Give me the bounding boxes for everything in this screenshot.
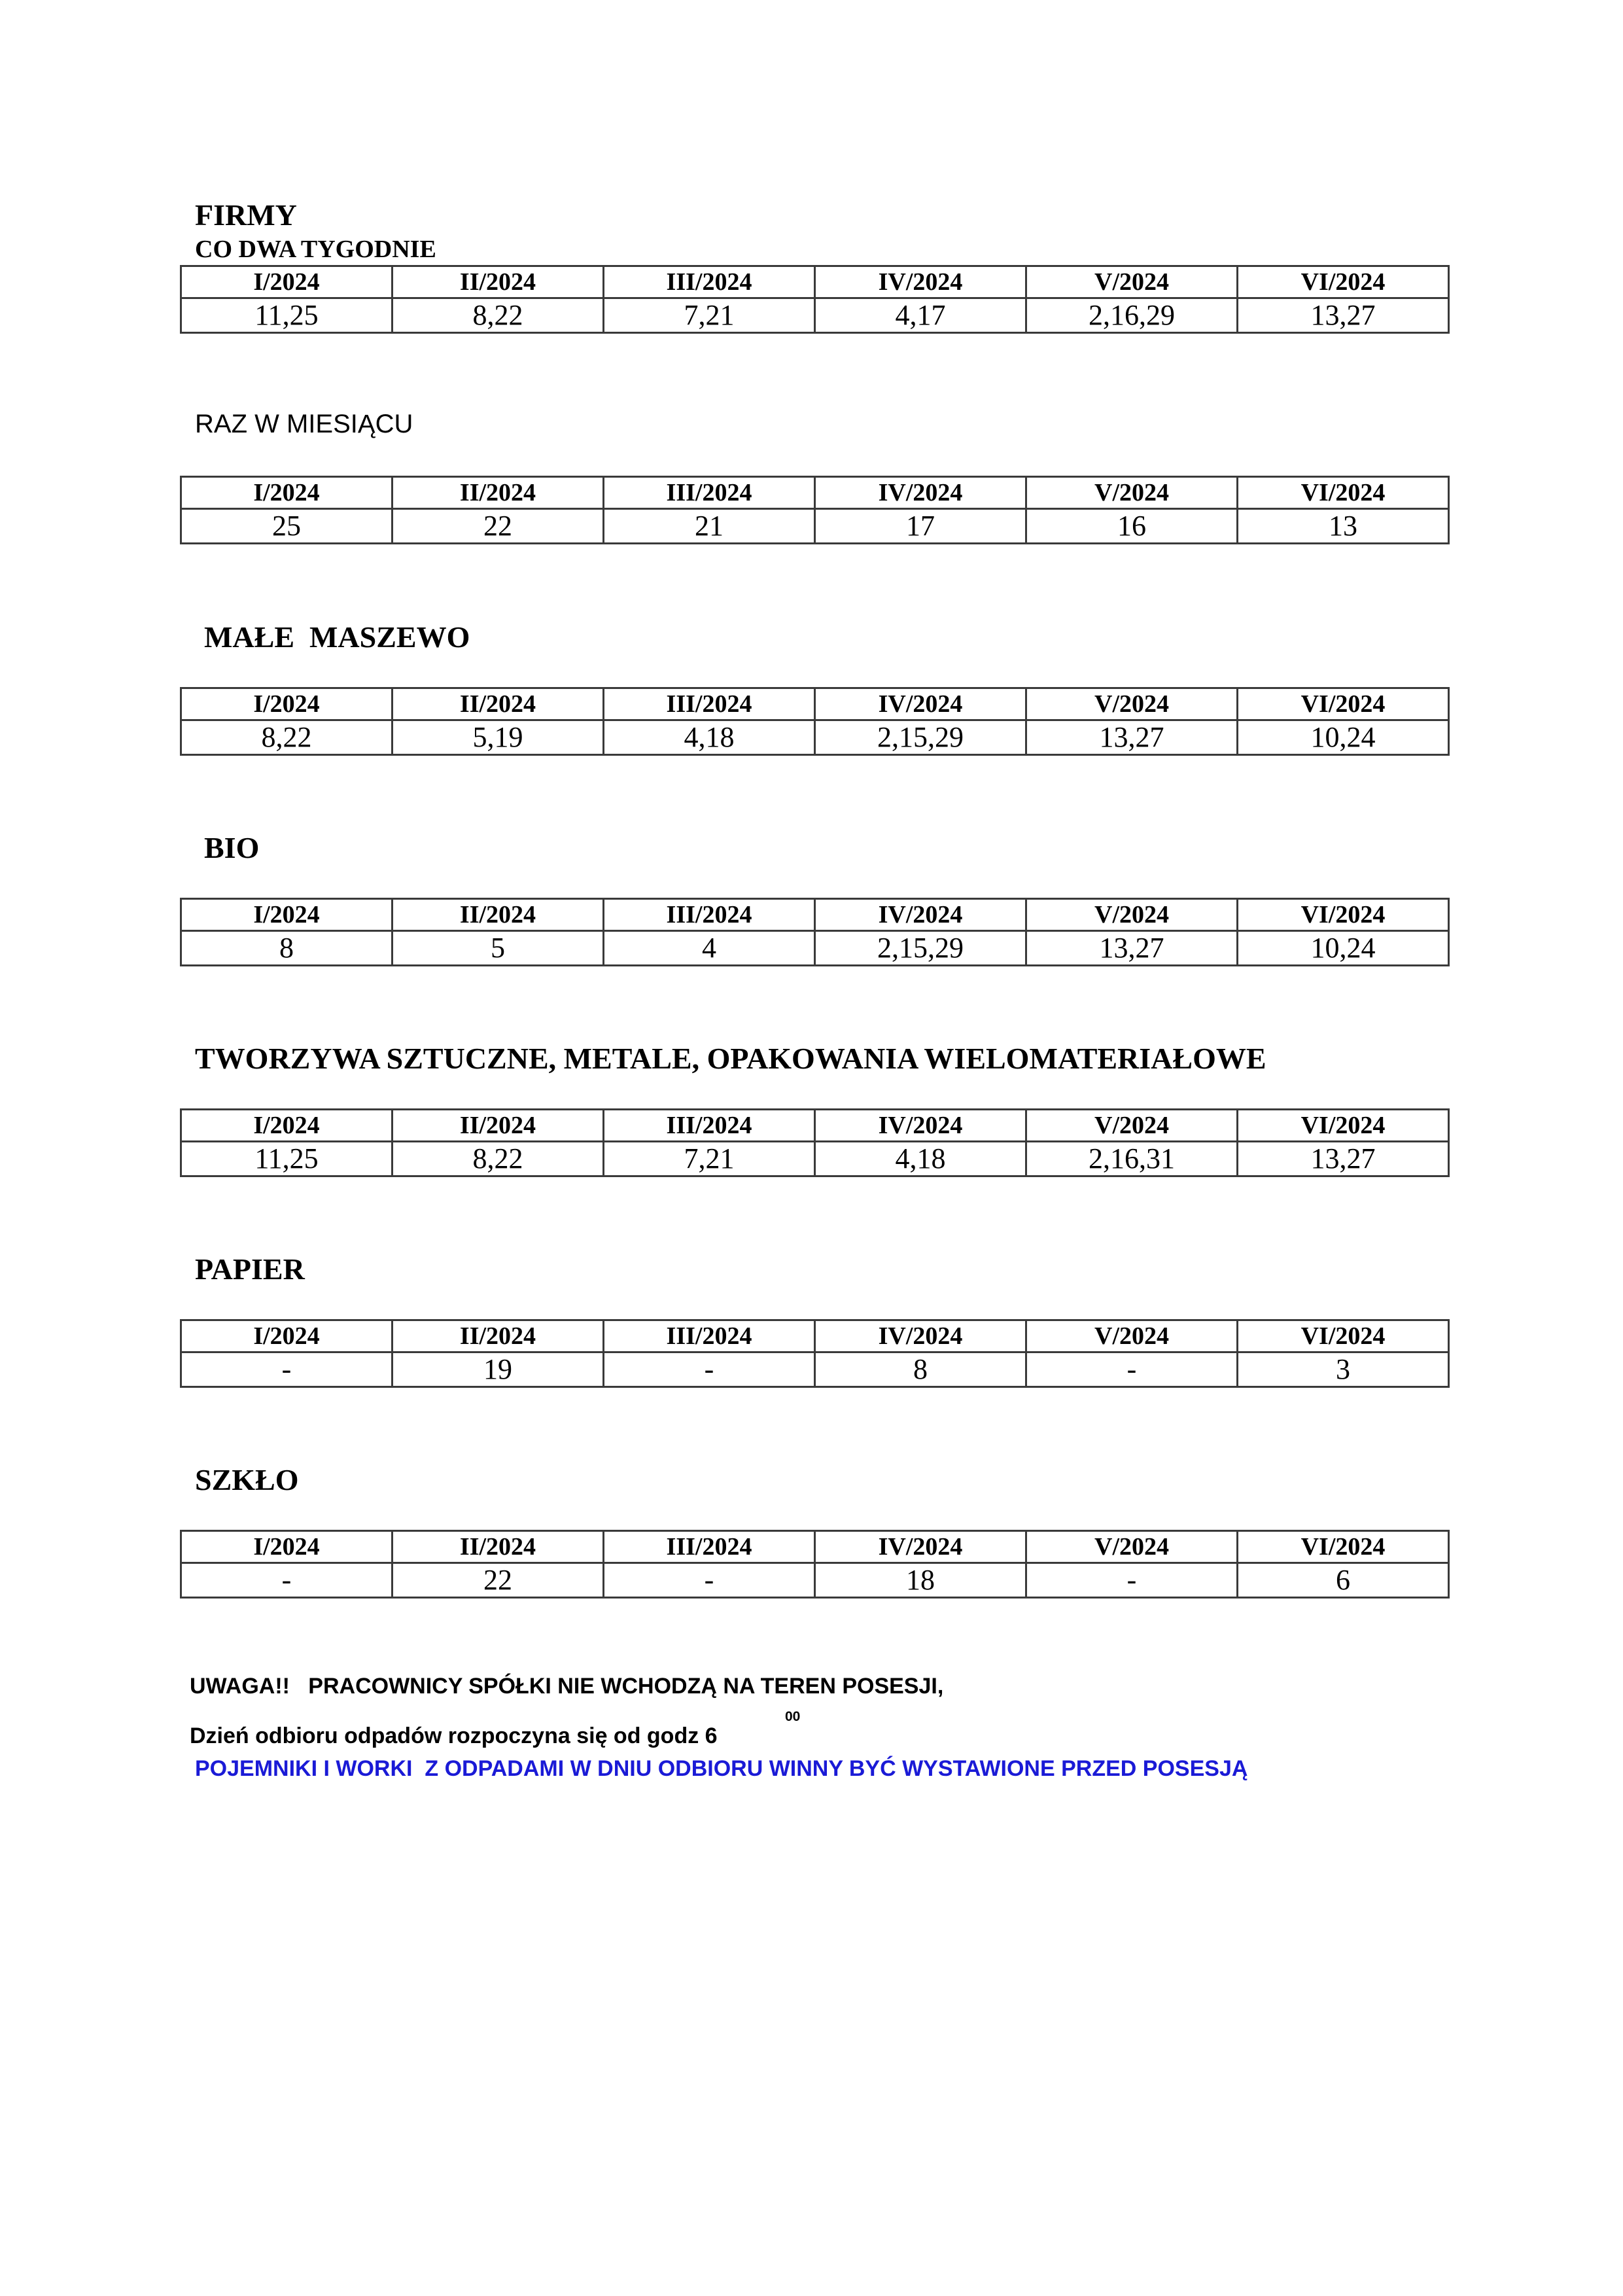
month-header: VI/2024	[1238, 1320, 1449, 1352]
containers-note: POJEMNIKI I WORKI Z ODPADAMI W DNIU ODBIORU WINNY BYĆ WYSTAWIONE PRZED POSESJĄ	[195, 1756, 1248, 1781]
warning-note: UWAGA!! PRACOWNICY SPÓŁKI NIE WCHODZĄ NA TEREN POSESJI,	[190, 1674, 944, 1699]
schedule-table-raz-w-miesiacu	[180, 476, 1450, 544]
month-header: V/2024	[1026, 266, 1238, 298]
table-header-row	[181, 1531, 1449, 1563]
month-header: V/2024	[1026, 1320, 1238, 1352]
pickup-time-note: Dzień odbioru odpadów rozpoczyna się od godz 6	[190, 1723, 718, 1748]
month-header: IV/2024	[815, 1531, 1026, 1563]
day-cell: 8,22	[393, 1142, 604, 1176]
day-cell: 5	[393, 931, 604, 966]
month-header: I/2024	[181, 477, 393, 509]
day-cell: 8,22	[181, 720, 393, 755]
day-cell: -	[1026, 1563, 1238, 1598]
month-header: VI/2024	[1238, 266, 1449, 298]
table-row	[181, 1142, 1449, 1176]
month-header: IV/2024	[815, 266, 1026, 298]
section-title-papier: PAPIER	[195, 1252, 305, 1286]
month-header: III/2024	[604, 899, 815, 931]
day-cell: 2,16,29	[1026, 298, 1238, 333]
section-title-szklo: SZKŁO	[195, 1463, 299, 1496]
day-cell: 6	[1238, 1563, 1449, 1598]
day-cell: 21	[604, 509, 815, 544]
section-subtitle-firmy: CO DWA TYGODNIE	[195, 236, 436, 263]
day-cell: 10,24	[1238, 720, 1449, 755]
day-cell: 4	[604, 931, 815, 966]
day-cell: 13,27	[1026, 931, 1238, 966]
table-header-row	[181, 688, 1449, 720]
month-header: III/2024	[604, 1531, 815, 1563]
section-title-male-maszewo: MAŁE MASZEWO	[204, 620, 470, 654]
day-cell: 2,15,29	[815, 720, 1026, 755]
day-cell: 2,15,29	[815, 931, 1026, 966]
day-cell: 18	[815, 1563, 1026, 1598]
section-title-raz-w-miesiacu: RAZ W MIESIĄCU	[195, 410, 413, 438]
month-header: V/2024	[1026, 1110, 1238, 1142]
month-header: VI/2024	[1238, 899, 1449, 931]
month-header: IV/2024	[815, 899, 1026, 931]
day-cell: -	[604, 1563, 815, 1598]
month-header: I/2024	[181, 1110, 393, 1142]
table-row	[181, 1563, 1449, 1598]
month-header: II/2024	[393, 899, 604, 931]
day-cell: 7,21	[604, 1142, 815, 1176]
month-header: V/2024	[1026, 477, 1238, 509]
month-header: I/2024	[181, 1531, 393, 1563]
month-header: III/2024	[604, 1110, 815, 1142]
day-cell: 3	[1238, 1352, 1449, 1387]
table-header-row	[181, 266, 1449, 298]
table-row	[181, 720, 1449, 755]
table-row	[181, 509, 1449, 544]
day-cell: 13,27	[1238, 298, 1449, 333]
day-cell: 11,25	[181, 1142, 393, 1176]
month-header: III/2024	[604, 266, 815, 298]
day-cell: 8	[815, 1352, 1026, 1387]
month-header: V/2024	[1026, 899, 1238, 931]
table-header-row	[181, 1320, 1449, 1352]
day-cell: 19	[393, 1352, 604, 1387]
month-header: IV/2024	[815, 1320, 1026, 1352]
month-header: I/2024	[181, 688, 393, 720]
section-title-bio: BIO	[204, 831, 260, 864]
month-header: I/2024	[181, 899, 393, 931]
day-cell: 16	[1026, 509, 1238, 544]
day-cell: 22	[393, 509, 604, 544]
month-header: III/2024	[604, 688, 815, 720]
day-cell: 13,27	[1238, 1142, 1449, 1176]
table-header-row	[181, 1110, 1449, 1142]
schedule-table-male-maszewo	[180, 687, 1450, 756]
month-header: I/2024	[181, 266, 393, 298]
month-header: II/2024	[393, 477, 604, 509]
table-header-row	[181, 899, 1449, 931]
day-cell: -	[604, 1352, 815, 1387]
day-cell: 5,19	[393, 720, 604, 755]
day-cell: 8	[181, 931, 393, 966]
day-cell: 11,25	[181, 298, 393, 333]
month-header: V/2024	[1026, 1531, 1238, 1563]
month-header: III/2024	[604, 1320, 815, 1352]
month-header: I/2024	[181, 1320, 393, 1352]
day-cell: 4,18	[815, 1142, 1026, 1176]
day-cell: 10,24	[1238, 931, 1449, 966]
month-header: IV/2024	[815, 1110, 1026, 1142]
day-cell: 25	[181, 509, 393, 544]
month-header: IV/2024	[815, 688, 1026, 720]
day-cell: 17	[815, 509, 1026, 544]
section-title-firmy: FIRMY	[195, 198, 297, 232]
month-header: II/2024	[393, 266, 604, 298]
schedule-table-szklo	[180, 1530, 1450, 1598]
month-header: VI/2024	[1238, 1531, 1449, 1563]
section-title-tworzywa: TWORZYWA SZTUCZNE, METALE, OPAKOWANIA WIELOMATERIAŁOWE	[195, 1042, 1266, 1075]
month-header: II/2024	[393, 1320, 604, 1352]
schedule-table-bio	[180, 898, 1450, 966]
day-cell: -	[1026, 1352, 1238, 1387]
schedule-table-firmy	[180, 265, 1450, 334]
day-cell: 13,27	[1026, 720, 1238, 755]
pickup-time-superscript: 00	[785, 1709, 801, 1724]
month-header: V/2024	[1026, 688, 1238, 720]
table-header-row	[181, 477, 1449, 509]
schedule-table-papier	[180, 1319, 1450, 1388]
day-cell: 2,16,31	[1026, 1142, 1238, 1176]
month-header: II/2024	[393, 1110, 604, 1142]
day-cell: -	[181, 1352, 393, 1387]
day-cell: 4,18	[604, 720, 815, 755]
month-header: VI/2024	[1238, 688, 1449, 720]
table-row	[181, 298, 1449, 333]
day-cell: -	[181, 1563, 393, 1598]
day-cell: 8,22	[393, 298, 604, 333]
month-header: VI/2024	[1238, 1110, 1449, 1142]
table-row	[181, 1352, 1449, 1387]
day-cell: 7,21	[604, 298, 815, 333]
day-cell: 22	[393, 1563, 604, 1598]
month-header: III/2024	[604, 477, 815, 509]
month-header: II/2024	[393, 688, 604, 720]
day-cell: 13	[1238, 509, 1449, 544]
day-cell: 4,17	[815, 298, 1026, 333]
month-header: II/2024	[393, 1531, 604, 1563]
month-header: VI/2024	[1238, 477, 1449, 509]
table-row	[181, 931, 1449, 966]
month-header: IV/2024	[815, 477, 1026, 509]
schedule-table-tworzywa	[180, 1108, 1450, 1177]
